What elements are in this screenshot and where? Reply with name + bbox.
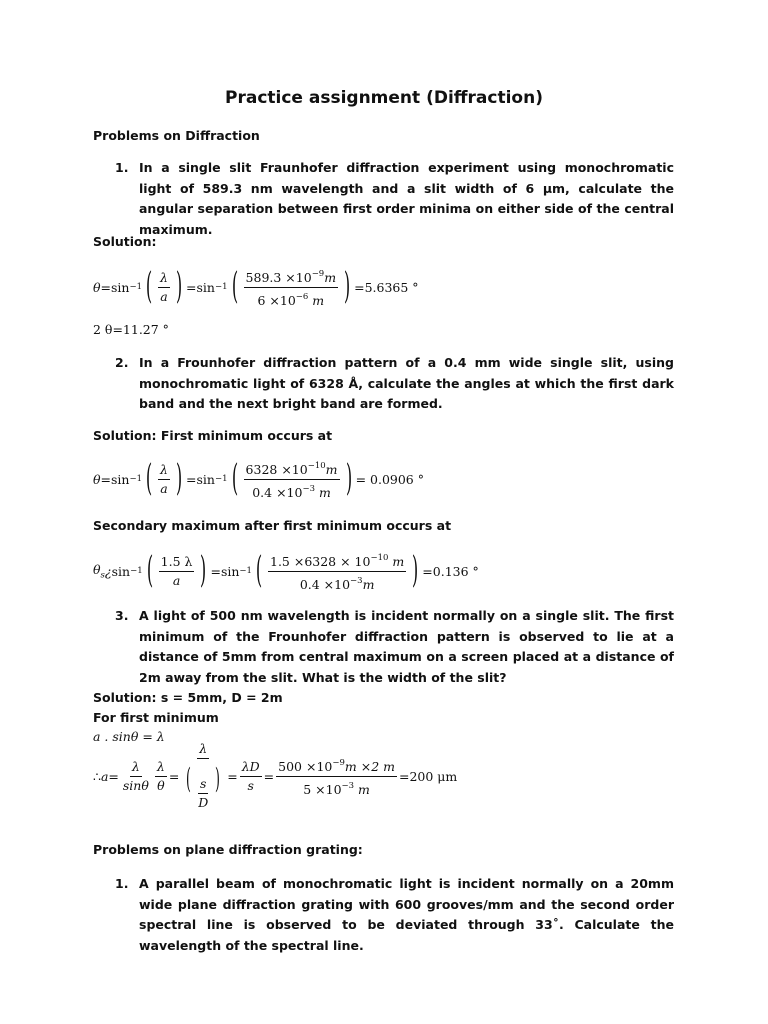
question-number: 1.	[115, 160, 129, 175]
eq5-numerator: 500 ×10	[278, 758, 333, 774]
question-number: 1.	[115, 876, 129, 891]
solution-label: Solution: s = 5mm, D = 2m	[93, 690, 283, 705]
question-number: 3.	[115, 608, 129, 623]
equation-2theta: 2 θ=11.27 °	[93, 322, 169, 337]
page-title: Practice assignment (Diffraction)	[225, 88, 543, 108]
solution-label: Solution: First minimum occurs at	[93, 428, 333, 443]
question-text: In a single slit Fraunhofer diffraction experiment using monochromatic light of 589.3 nm wavelength and a slit width of 6 µm, calculate the angular separation between first order minima on either side of the central maximum.	[139, 160, 674, 237]
question-text: In a Frounhofer diffraction pattern of a 0.4 mm wide single slit, using monochromatic light of 6328 Å, calculate the angles at which the first dark band and the next bright band are formed.	[139, 355, 674, 411]
first-minimum-label: For first minimum	[93, 710, 219, 725]
eq4-denominator: 0.4 ×10	[299, 576, 351, 592]
equation-3: θ =sin −1 ( $\frac{\lambda}{a}$ ) =sin −1 ( $\frac{6328 \times 10^{-10}m}{0.4 \times 10^{-3} m}$ ) = 0.0906 °	[93, 458, 424, 500]
eq1-result: =5.6365 °	[354, 279, 419, 295]
eq5-result: =200 μm	[398, 768, 458, 784]
eq3-denominator: 0.4 ×10	[252, 484, 303, 500]
section-heading-grating: Problems on plane diffraction grating:	[93, 842, 363, 857]
question-text: A parallel beam of monochromatic light is incident normally on a 20mm wide plane diffraction grating with 600 grooves/mm and the second order spectral line is observed to be deviated through 33˚. Calculate the wavelength of the spectral line.	[139, 876, 674, 953]
equation-4: $\theta_s$ ¿ sin −1 ( $\frac{1.5 \lambda}{a}$ ) =sin −1 ( $\frac{1.5 \times 6328 \times 10^{-10} m}{0.4 \times 10^{-3}m}$ ) =0.136 °	[93, 550, 479, 592]
solution-label: Solution:	[93, 234, 157, 249]
equation-a-sin: a . sinθ = λ	[93, 729, 165, 744]
theta-symbol: θ	[93, 279, 101, 295]
equation-5: ∴ a = $\frac{\lambda}{\sin\theta}$ $\frac{\lambda}{\theta}$ = λ ( $\frac{s}{D}$ ) = $\frac{\lambda D}{s}$ = $\frac{500 \times 10^{-9}m \times 2 m}{5 \times 10^{-3} m}$ =200 μm	[93, 741, 458, 810]
eq4-small-numerator: 1.5 λ	[159, 555, 195, 572]
equation-1: θ =sin −1 ( $\frac{\lambda}{a}$ ) =sin −1 ( $\frac{589.3 \times 10^{-9}m}{6 \times 10^{-6} m}$ ) =5.6365 °	[93, 266, 419, 308]
section-heading-diffraction: Problems on Diffraction	[93, 128, 260, 143]
question-text: A light of 500 nm wavelength is incident normally on a single slit. The first minimum of the Frounhofer diffraction pattern is observed to lie at a distance of 5mm from central maximum on a screen placed at a distance of 2m away from the slit. What is the width of the slit?	[139, 608, 674, 685]
question-number: 2.	[115, 355, 129, 370]
secondary-label: Secondary maximum after first minimum occurs at	[93, 518, 452, 533]
eq4-result: =0.136 °	[422, 563, 479, 579]
eq3-numerator: 6328 ×10	[245, 461, 308, 477]
eq5-denominator: 5 ×10	[303, 781, 342, 797]
eq3-result: = 0.0906 °	[355, 471, 424, 487]
eq1-denominator: 6 ×10	[257, 292, 296, 308]
eq4-numerator: 1.5 ×6328 × 10	[270, 553, 371, 569]
eq1-numerator: 589.3 ×10	[245, 269, 312, 285]
